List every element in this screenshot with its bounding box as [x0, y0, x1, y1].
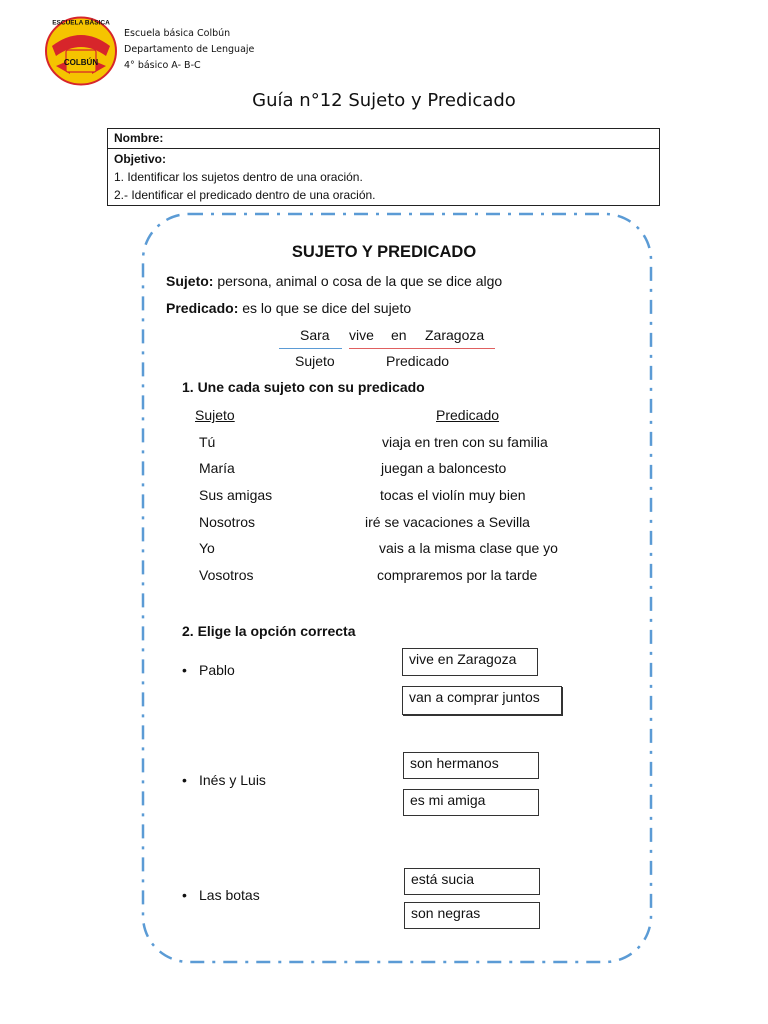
objetivo-item-1: 1. Identificar los sujetos dentro de una oración.: [114, 170, 363, 184]
sujeto-definition-label: Sujeto:: [166, 273, 214, 289]
department: Departamento de Lenguaje: [124, 44, 255, 55]
bullet: •: [182, 887, 187, 903]
subject-las-botas: [182, 887, 260, 903]
col-sujeto-header: Sujeto: [195, 407, 235, 423]
predicado-item[interactable]: iré se vacaciones a Sevilla: [365, 514, 530, 530]
section1-title: 1. Une cada sujeto con su predicado: [182, 379, 425, 395]
example-word-zaragoza: Zaragoza: [425, 327, 485, 343]
predicado-item[interactable]: compraremos por la tarde: [377, 567, 538, 583]
sujeto-definition: [166, 273, 502, 289]
sujeto-item[interactable]: Sus amigas: [199, 487, 273, 503]
sujeto-item[interactable]: Nosotros: [199, 514, 256, 530]
predicado-definition-label: Predicado:: [166, 300, 239, 316]
option-box[interactable]: son hermanos: [403, 752, 539, 779]
grade: 4° básico A- B-C: [124, 60, 201, 71]
school-name: Escuela básica Colbún: [124, 28, 231, 39]
option-box[interactable]: vive en Zaragoza: [402, 648, 538, 676]
page-title: Guía n°12 Sujeto y Predicado: [252, 90, 516, 111]
example-word-en: en: [391, 327, 407, 343]
logo-top-text: ESCUELA BÁSICA: [52, 19, 110, 27]
subject-pablo: [182, 662, 235, 678]
option-box[interactable]: son negras: [404, 902, 540, 929]
bullet: •: [182, 772, 187, 788]
subject-label: Pablo: [199, 662, 235, 678]
objetivo-label: Objetivo:: [114, 152, 167, 166]
option-box[interactable]: van a comprar juntos: [402, 686, 562, 715]
objetivo-item-2: 2.- Identificar el predicado dentro de una oración.: [114, 188, 376, 202]
example-sujeto-label: Sujeto: [295, 353, 335, 369]
col-predicado-header: Predicado: [436, 407, 500, 423]
subject-label: Inés y Luis: [199, 772, 266, 788]
option-box[interactable]: está sucia: [404, 868, 540, 895]
sujeto-item[interactable]: Yo: [199, 540, 215, 556]
worksheet-title: SUJETO Y PREDICADO: [291, 243, 477, 261]
subject-ines-y-luis: [182, 772, 266, 788]
predicado-item[interactable]: vais a la misma clase que yo: [379, 540, 558, 556]
sujeto-item[interactable]: Vosotros: [199, 567, 254, 583]
logo-center-text: COLBÚN: [63, 58, 99, 67]
predicado-item[interactable]: juegan a baloncesto: [381, 460, 507, 476]
predicado-definition-text: es lo que se dice del sujeto: [238, 300, 412, 316]
objetivo-cell: [108, 149, 659, 205]
predicado-underline: [349, 348, 495, 349]
info-table: [107, 128, 660, 206]
worksheet-frame: [141, 212, 653, 964]
predicado-item[interactable]: tocas el violín muy bien: [380, 487, 526, 503]
bullet: •: [182, 662, 187, 678]
example-predicado-label: Predicado: [386, 353, 450, 369]
sujeto-underline: [279, 348, 342, 349]
sujeto-item[interactable]: Tú: [199, 434, 216, 450]
sujeto-definition-text: persona, animal o cosa de la que se dice algo: [213, 273, 503, 289]
school-logo: [44, 16, 118, 86]
sujeto-item[interactable]: María: [199, 460, 235, 476]
option-box[interactable]: es mi amiga: [403, 789, 539, 816]
example-word-sara: Sara: [300, 327, 330, 343]
predicado-item[interactable]: viaja en tren con su familia: [382, 434, 548, 450]
section2-title: 2. Elige la opción correcta: [182, 623, 356, 639]
example-word-vive: vive: [349, 327, 374, 343]
nombre-field[interactable]: Nombre:: [108, 129, 659, 149]
predicado-definition: [166, 300, 411, 316]
subject-label: Las botas: [199, 887, 260, 903]
